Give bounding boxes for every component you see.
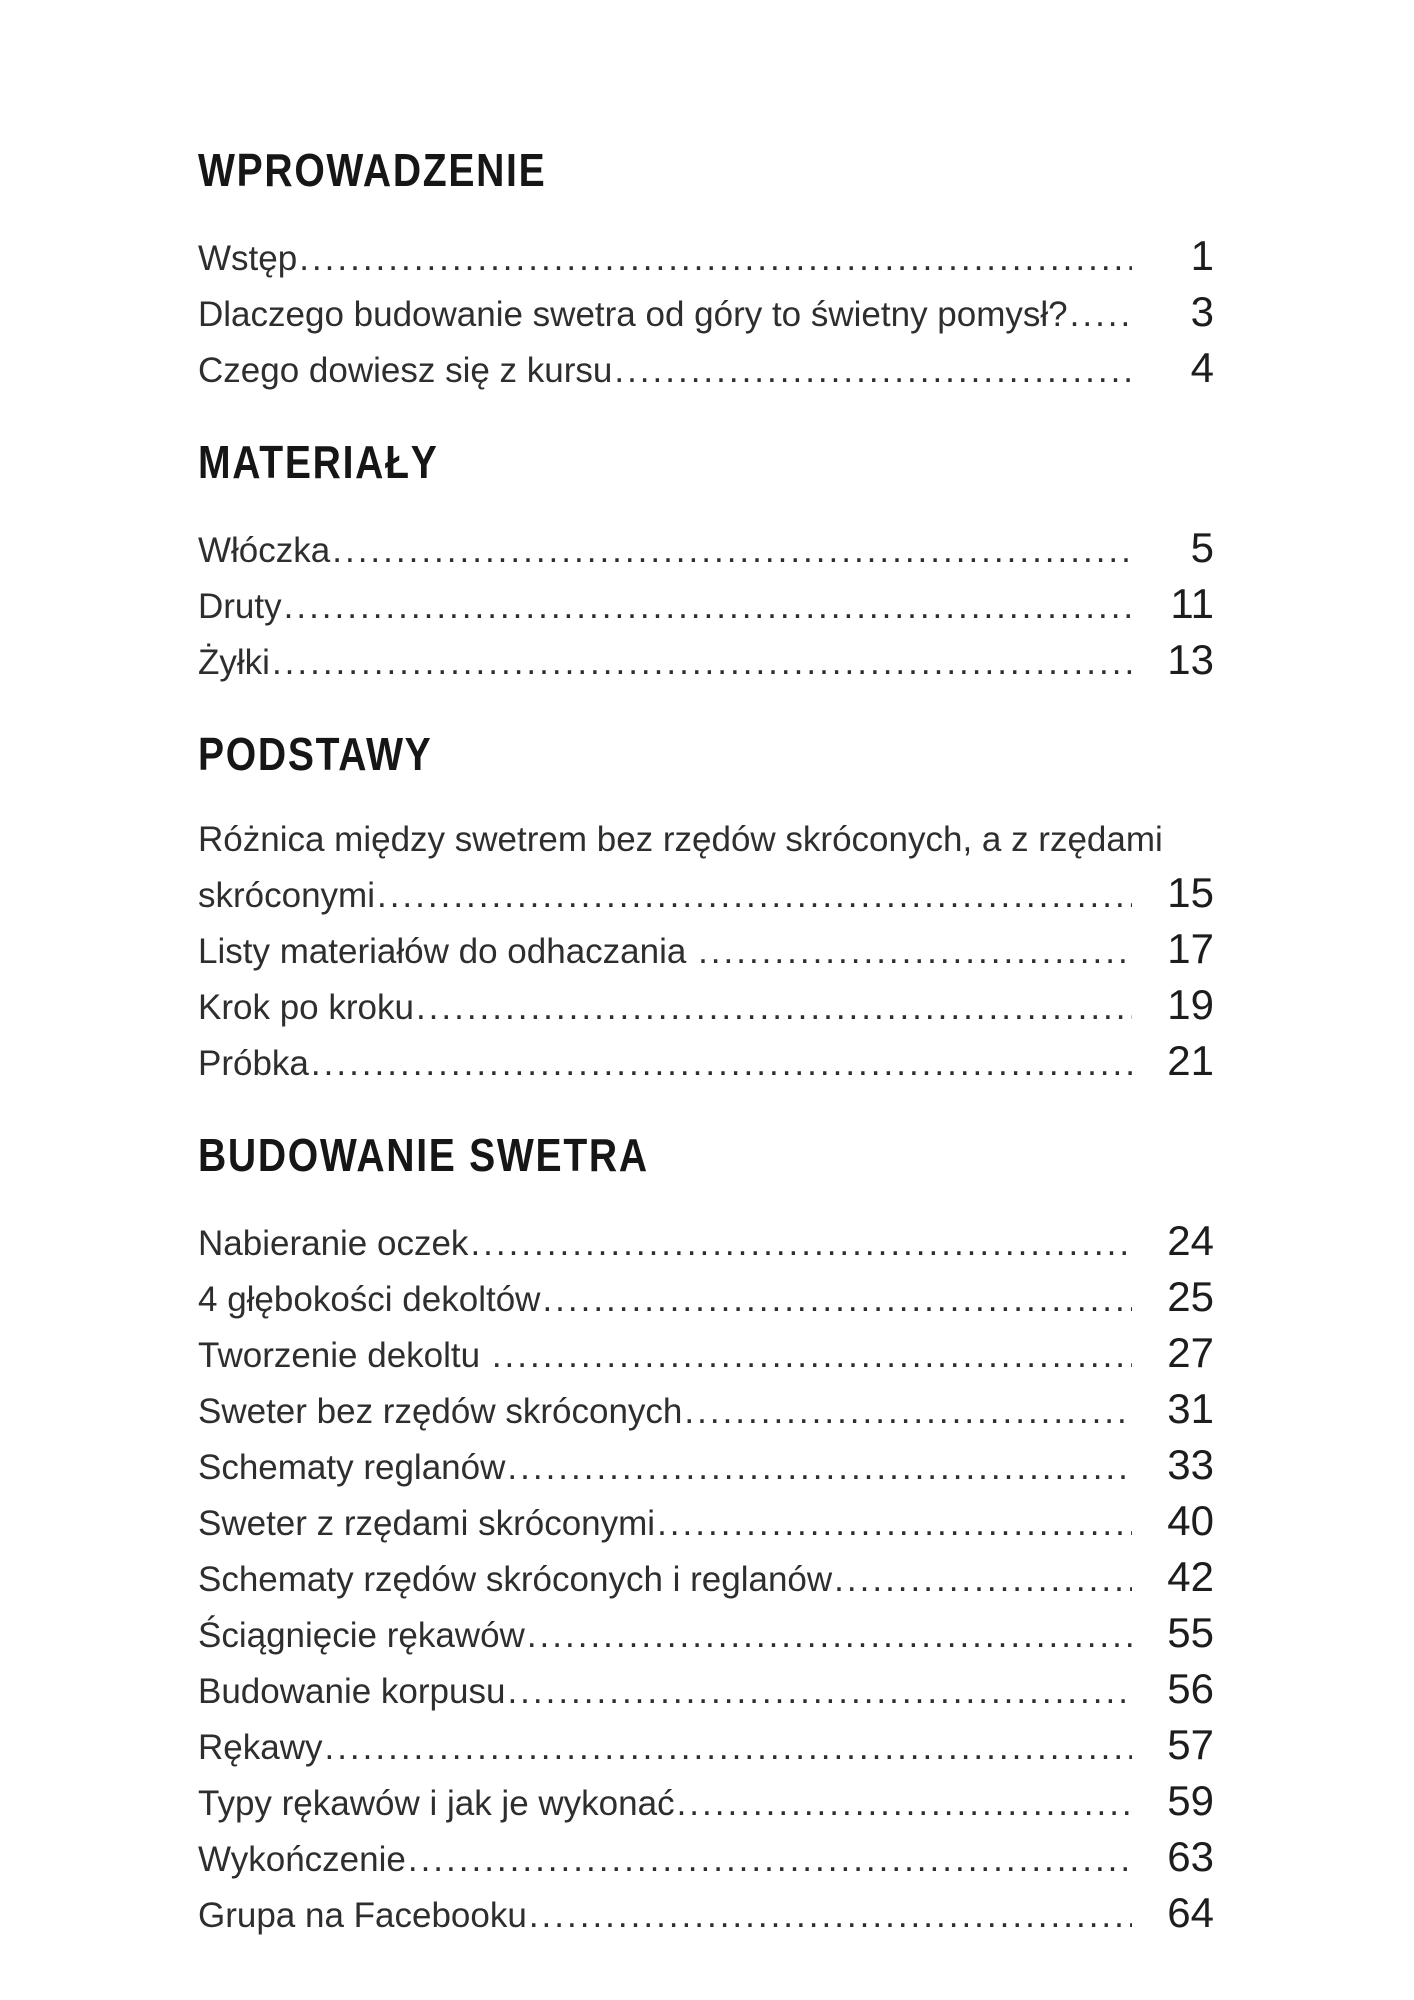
- section-title: MATERIAŁY: [198, 436, 439, 488]
- dotted-leader: [529, 1889, 1132, 1942]
- page-number: 56: [1167, 1665, 1214, 1712]
- toc-entry-label: Krok po kroku: [198, 988, 414, 1027]
- dotted-leader: [299, 232, 1132, 285]
- dotted-leader: [834, 1553, 1132, 1606]
- toc-entry-label: Grupa na Facebooku: [198, 1896, 527, 1935]
- toc-section: [198, 144, 1214, 397]
- toc-entry: [198, 1830, 1214, 1886]
- toc-entry: [198, 1774, 1214, 1830]
- toc-entry: [198, 922, 1214, 978]
- toc-entry: [198, 1886, 1214, 1942]
- dotted-leader: [416, 981, 1132, 1034]
- dotted-leader: [657, 1497, 1132, 1550]
- page-number: 42: [1167, 1553, 1214, 1600]
- page-number: 24: [1167, 1217, 1214, 1264]
- toc-entry: [198, 285, 1214, 341]
- dotted-leader: [272, 636, 1132, 689]
- toc-section: [198, 728, 1214, 1090]
- toc-entry-first-line: [198, 813, 1214, 866]
- toc-entry: [198, 1270, 1214, 1326]
- toc-entry-label: Listy materiałów do odhaczania: [198, 932, 697, 971]
- dotted-leader: [507, 1665, 1132, 1718]
- toc-entry: [198, 229, 1214, 285]
- page-number: 40: [1167, 1497, 1214, 1544]
- page-number: 59: [1167, 1777, 1214, 1824]
- toc-rows: [198, 813, 1214, 1090]
- dotted-leader: [614, 344, 1132, 397]
- page-number: 63: [1167, 1833, 1214, 1880]
- toc-entry-label: Wykończenie: [198, 1840, 406, 1879]
- dotted-leader: [377, 869, 1132, 922]
- page-number: 5: [1190, 524, 1214, 571]
- toc-section: [198, 436, 1214, 689]
- toc-entry-label: Wstęp: [198, 239, 298, 278]
- page-number: 11: [1170, 580, 1214, 627]
- page-number: 57: [1167, 1721, 1214, 1768]
- toc-entry: [198, 577, 1214, 633]
- dotted-leader: [470, 1217, 1132, 1270]
- toc-entry: [198, 1382, 1214, 1438]
- toc-rows: [198, 229, 1214, 397]
- toc-entry-label: Rękawy: [198, 1728, 323, 1767]
- toc-entry-label: Próbka: [198, 1044, 309, 1083]
- toc-rows: [198, 521, 1214, 689]
- toc-entry-label: Sweter z rzędami skróconymi: [198, 1504, 656, 1543]
- toc-entry: [198, 1494, 1214, 1550]
- page-number: 27: [1167, 1329, 1214, 1376]
- toc-entry: [198, 1662, 1214, 1718]
- toc-entry: [198, 1438, 1214, 1494]
- toc-entry-label: Schematy rzędów skróconych i reglanów: [198, 1560, 833, 1599]
- toc-entry-label: Druty: [198, 587, 282, 626]
- toc-entry-label: skróconymi: [198, 876, 375, 915]
- toc-entry-continuation: [198, 866, 1214, 922]
- dotted-leader: [408, 1833, 1132, 1886]
- page-number: 21: [1167, 1037, 1214, 1084]
- toc-entry: [198, 1606, 1214, 1662]
- section-title: WPROWADZENIE: [198, 144, 547, 196]
- dotted-leader: [527, 1609, 1132, 1662]
- toc-entry: [198, 1326, 1214, 1382]
- page-number: 1: [1190, 232, 1214, 279]
- toc-entry-label: Nabieranie oczek: [198, 1224, 469, 1263]
- toc-entry-label: Typy rękawów i jak je wykonać: [198, 1784, 675, 1823]
- toc-entry: [198, 1034, 1214, 1090]
- page-number: 31: [1167, 1385, 1214, 1432]
- dotted-leader: [684, 1385, 1132, 1438]
- dotted-leader: [284, 580, 1132, 633]
- page-number: 25: [1167, 1273, 1214, 1320]
- toc-entry: [198, 1718, 1214, 1774]
- section-title: PODSTAWY: [198, 728, 433, 780]
- toc-entry: [198, 1214, 1214, 1270]
- dotted-leader: [332, 524, 1132, 577]
- page-number: 15: [1167, 869, 1214, 916]
- section-title: BUDOWANIE SWETRA: [198, 1129, 649, 1181]
- toc-entry-label: Żyłki: [198, 643, 270, 682]
- dotted-leader: [311, 1037, 1132, 1090]
- toc-entry-label: Ściągnięcie rękawów: [198, 1616, 525, 1655]
- toc-entry: [198, 978, 1214, 1034]
- toc-entry-label: Dlaczego budowanie swetra od góry to świetny pomysł?: [198, 295, 1068, 334]
- dotted-leader: [324, 1721, 1132, 1774]
- toc-entry-label: Czego dowiesz się z kursu: [198, 351, 613, 390]
- toc-rows: [198, 1214, 1214, 1942]
- toc-entry: [198, 521, 1214, 577]
- toc-entry-label: Włóczka: [198, 531, 331, 570]
- dotted-leader: [492, 1329, 1132, 1382]
- dotted-leader: [677, 1777, 1132, 1830]
- dotted-leader: [698, 925, 1132, 978]
- toc-entry-label: Budowanie korpusu: [198, 1672, 506, 1711]
- toc-entry: [198, 633, 1214, 689]
- toc-entry-label: Tworzenie dekoltu: [198, 1336, 490, 1375]
- page-number: 3: [1190, 288, 1214, 335]
- dotted-leader: [542, 1273, 1132, 1326]
- toc-entry-label: Różnica między swetrem bez rzędów skróconych, a z rzędami: [198, 820, 1163, 859]
- toc-entry: [198, 1550, 1214, 1606]
- toc-entry: [198, 341, 1214, 397]
- dotted-leader: [507, 1441, 1132, 1494]
- page-number: 19: [1167, 981, 1214, 1028]
- page-number: 13: [1167, 636, 1214, 683]
- page-number: 64: [1167, 1889, 1214, 1936]
- toc-entry-label: Sweter bez rzędów skróconych: [198, 1392, 683, 1431]
- toc-entry-label: Schematy reglanów: [198, 1448, 506, 1487]
- toc-section: [198, 1129, 1214, 1942]
- toc-entry-label: 4 głębokości dekoltów: [198, 1280, 541, 1319]
- toc: [198, 144, 1214, 1984]
- page-number: 33: [1167, 1441, 1214, 1488]
- page-number: 55: [1167, 1609, 1214, 1656]
- dotted-leader: [1070, 288, 1132, 341]
- page-number: 4: [1190, 344, 1214, 391]
- page-number: 17: [1167, 925, 1214, 972]
